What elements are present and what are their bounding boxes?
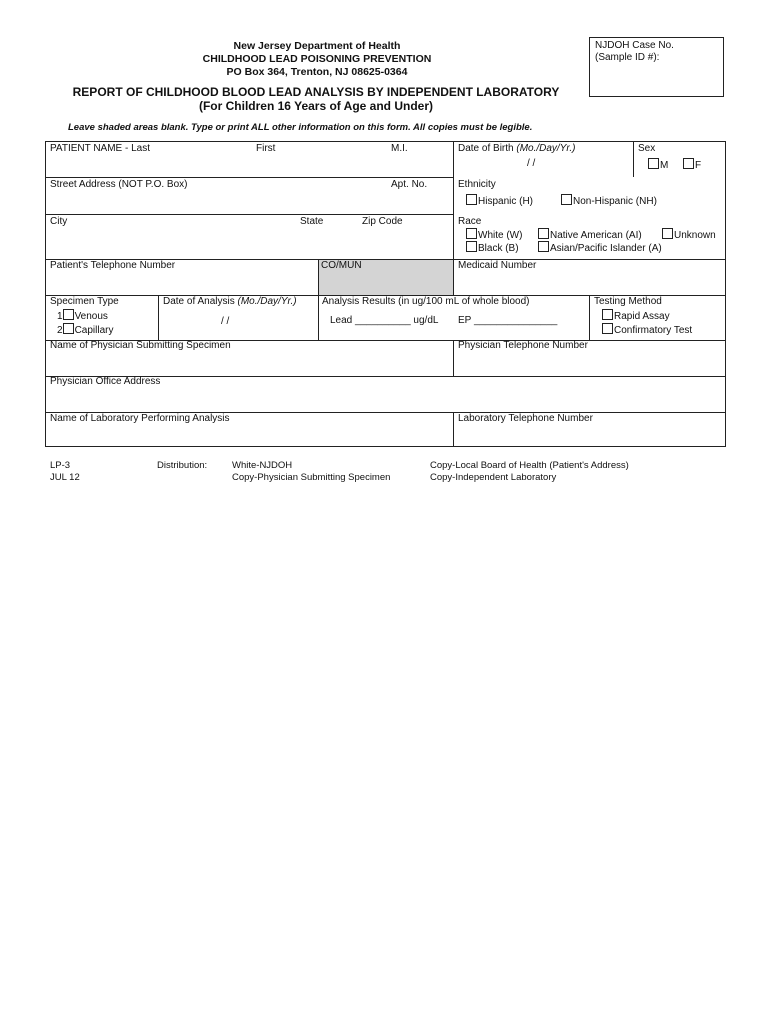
- sex-m-label: M: [660, 160, 669, 171]
- analysis-results-label: Analysis Results (in ug/100 mL of whole blood): [322, 296, 530, 307]
- non-hispanic-checkbox[interactable]: [561, 194, 572, 205]
- instructions: Leave shaded areas blank. Type or print ALL other information on this form. All copies must be legible.: [68, 122, 533, 133]
- distribution-physician: Copy-Physician Submitting Specimen: [232, 472, 391, 483]
- form-subtitle: (For Children 16 Years of Age and Under): [198, 99, 434, 113]
- sex-m-option[interactable]: [648, 158, 668, 171]
- dob-format: (Mo./Day/Yr.): [516, 143, 576, 154]
- case-number-label: NJDOH Case No.: [595, 40, 674, 51]
- distribution-label: Distribution:: [157, 460, 208, 471]
- agency-address: PO Box 364, Trenton, NJ 08625-0364: [226, 66, 408, 78]
- dob-label: Date of Birth: [458, 143, 517, 154]
- ep-result-field[interactable]: EP _______________: [458, 315, 558, 326]
- form-date: JUL 12: [50, 472, 80, 483]
- analysis-date-field[interactable]: [163, 296, 297, 307]
- white-checkbox[interactable]: [466, 228, 477, 239]
- race-white-option[interactable]: [466, 228, 522, 241]
- confirmatory-test-label: Confirmatory Test: [614, 325, 693, 336]
- native-american-label: Native American (AI): [550, 230, 642, 241]
- specimen-venous-option[interactable]: [57, 309, 108, 322]
- unknown-checkbox[interactable]: [662, 228, 673, 239]
- program-name: CHILDHOOD LEAD POISONING PREVENTION: [202, 53, 432, 65]
- capillary-checkbox[interactable]: [63, 323, 74, 334]
- venous-number: 1: [57, 311, 63, 322]
- capillary-label: Capillary: [74, 325, 114, 336]
- hispanic-checkbox[interactable]: [466, 194, 477, 205]
- city-field[interactable]: City: [50, 216, 68, 227]
- race-native-american-option[interactable]: [538, 228, 642, 241]
- patient-phone-field[interactable]: Patient's Telephone Number: [50, 260, 176, 271]
- capillary-number: 2: [57, 325, 63, 336]
- analysis-date-slashes: / /: [221, 316, 230, 327]
- ethnicity-label: Ethnicity: [458, 179, 496, 190]
- medicaid-number-field[interactable]: Medicaid Number: [458, 260, 537, 271]
- sample-id-label: (Sample ID #):: [595, 52, 660, 63]
- unknown-label: Unknown: [674, 230, 716, 241]
- distribution-laboratory: Copy-Independent Laboratory: [430, 472, 557, 483]
- specimen-capillary-option[interactable]: [57, 323, 113, 336]
- lead-result-field[interactable]: Lead __________ ug/dL: [330, 315, 439, 326]
- zip-code-field[interactable]: Zip Code: [362, 216, 403, 227]
- physician-name-field[interactable]: Name of Physician Submitting Specimen: [50, 340, 231, 351]
- native-american-checkbox[interactable]: [538, 228, 549, 239]
- race-asian-option[interactable]: [538, 241, 662, 254]
- patient-last-name-field[interactable]: PATIENT NAME - Last: [50, 143, 151, 154]
- physician-phone-field[interactable]: Physician Telephone Number: [458, 340, 588, 351]
- testing-method-label: Testing Method: [594, 296, 662, 307]
- rapid-assay-label: Rapid Assay: [614, 311, 670, 322]
- apt-no-field[interactable]: Apt. No.: [391, 179, 428, 190]
- black-checkbox[interactable]: [466, 241, 477, 252]
- venous-label: Venous: [74, 311, 108, 322]
- sex-label: Sex: [638, 143, 656, 154]
- rapid-assay-checkbox[interactable]: [602, 309, 613, 320]
- sex-m-checkbox[interactable]: [648, 158, 659, 169]
- hispanic-label: Hispanic (H): [478, 196, 534, 207]
- form-id: LP-3: [50, 460, 71, 471]
- sex-f-label: F: [695, 160, 702, 171]
- asian-checkbox[interactable]: [538, 241, 549, 252]
- sex-f-option[interactable]: [683, 158, 701, 171]
- venous-checkbox[interactable]: [63, 309, 74, 320]
- physician-address-field[interactable]: Physician Office Address: [50, 376, 161, 387]
- dob-slashes: / /: [527, 158, 536, 169]
- lab-phone-field[interactable]: Laboratory Telephone Number: [458, 413, 593, 424]
- specimen-type-label: Specimen Type: [50, 296, 119, 307]
- ethnicity-hispanic-option[interactable]: [466, 194, 533, 207]
- distribution-local-board: Copy-Local Board of Health (Patient's Address): [430, 460, 629, 471]
- form-title: REPORT OF CHILDHOOD BLOOD LEAD ANALYSIS BY INDEPENDENT LABORATORY: [72, 85, 560, 99]
- dob-field[interactable]: [458, 143, 575, 154]
- patient-mi-field[interactable]: M.I.: [391, 143, 408, 154]
- race-black-option[interactable]: [466, 241, 519, 254]
- confirmatory-test-option[interactable]: [602, 323, 692, 336]
- white-label: White (W): [478, 230, 523, 241]
- analysis-date-label: Date of Analysis: [163, 296, 238, 307]
- street-address-field[interactable]: Street Address (NOT P.O. Box): [50, 179, 188, 190]
- sex-f-checkbox[interactable]: [683, 158, 694, 169]
- case-number-box[interactable]: [589, 37, 724, 97]
- race-unknown-option[interactable]: [662, 228, 716, 241]
- patient-first-name-field[interactable]: First: [256, 143, 276, 154]
- analysis-date-format: (Mo./Day/Yr.): [237, 296, 297, 307]
- state-field[interactable]: State: [300, 216, 324, 227]
- race-label: Race: [458, 216, 482, 227]
- non-hispanic-label: Non-Hispanic (NH): [573, 196, 657, 207]
- rapid-assay-option[interactable]: [602, 309, 670, 322]
- comun-label: CO/MUN: [321, 260, 362, 271]
- confirmatory-test-checkbox[interactable]: [602, 323, 613, 334]
- distribution-white: White-NJDOH: [232, 460, 293, 471]
- ethnicity-non-hispanic-option[interactable]: [561, 194, 657, 207]
- lab-name-field[interactable]: Name of Laboratory Performing Analysis: [50, 413, 230, 424]
- asian-label: Asian/Pacific Islander (A): [550, 243, 662, 254]
- agency-name: New Jersey Department of Health: [233, 40, 401, 52]
- black-label: Black (B): [478, 243, 519, 254]
